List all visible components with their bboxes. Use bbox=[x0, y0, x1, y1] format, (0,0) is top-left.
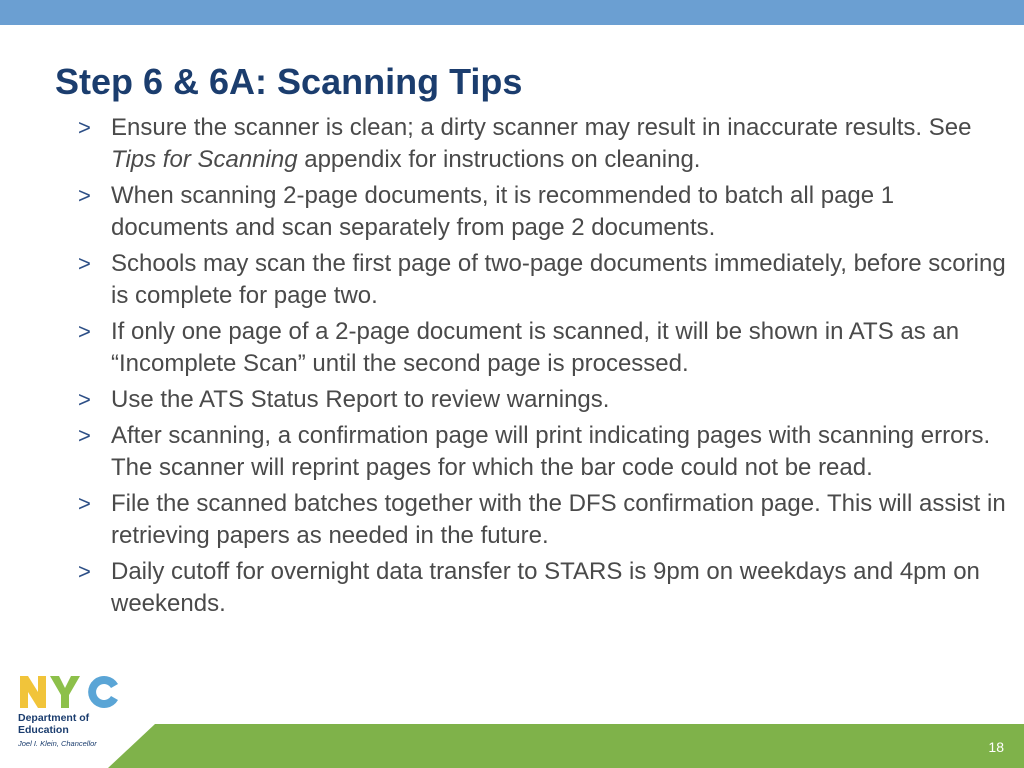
bullet-marker: > bbox=[78, 183, 91, 208]
bullet-item bbox=[76, 384, 1011, 416]
bullet-marker: > bbox=[78, 115, 91, 140]
bullet-text: When scanning 2-page documents, it is recommended to batch all page 1 documents and scan separately from page 2 documents. bbox=[111, 182, 895, 241]
bullet-text: Daily cutoff for overnight data transfer to STARS is 9pm on weekdays and 4pm on weekends. bbox=[111, 558, 980, 617]
bullet-item bbox=[76, 316, 1011, 380]
bullet-item bbox=[76, 556, 1011, 620]
bullet-item bbox=[76, 488, 1011, 552]
bullet-text: File the scanned batches together with the DFS confirmation page. This will assist in retrieving papers as needed in the future. bbox=[111, 490, 1006, 549]
bullet-item bbox=[76, 248, 1011, 312]
bullet-text: Schools may scan the first page of two-page documents immediately, before scoring is complete for page two. bbox=[111, 250, 1006, 309]
logo-department-name: Department of Education bbox=[18, 712, 90, 736]
page-number: 18 bbox=[988, 739, 1004, 755]
bullet-marker: > bbox=[78, 559, 91, 584]
bullet-item bbox=[76, 180, 1011, 244]
top-accent-bar bbox=[0, 0, 1024, 25]
bullet-item bbox=[76, 112, 1011, 176]
logo-chancellor: Joel I. Klein, Chancellor bbox=[18, 739, 97, 748]
bullet-marker: > bbox=[78, 423, 91, 448]
bullet-list bbox=[76, 112, 1011, 624]
nyc-logo-icon bbox=[18, 674, 122, 710]
bullet-marker: > bbox=[78, 387, 91, 412]
bullet-text: Ensure the scanner is clean; a dirty scanner may result in inaccurate results. See Tips for Scanning appendix for instructions on cleaning. bbox=[111, 114, 972, 173]
bullet-marker: > bbox=[78, 319, 91, 344]
bullet-text: Use the ATS Status Report to review warnings. bbox=[111, 386, 610, 413]
footer-bar bbox=[0, 724, 1024, 768]
bullet-text: If only one page of a 2-page document is scanned, it will be shown in ATS as an “Incomplete Scan” until the second page is processed. bbox=[111, 318, 960, 377]
slide-title: Step 6 & 6A: Scanning Tips bbox=[55, 61, 523, 102]
bullet-text: After scanning, a confirmation page will print indicating pages with scanning errors. The scanner will reprint pages for which the bar code could not be read. bbox=[111, 422, 991, 481]
appendix-reference: Tips for Scanning bbox=[111, 146, 298, 173]
bullet-marker: > bbox=[78, 251, 91, 276]
bullet-marker: > bbox=[78, 491, 91, 516]
bullet-item bbox=[76, 420, 1011, 484]
